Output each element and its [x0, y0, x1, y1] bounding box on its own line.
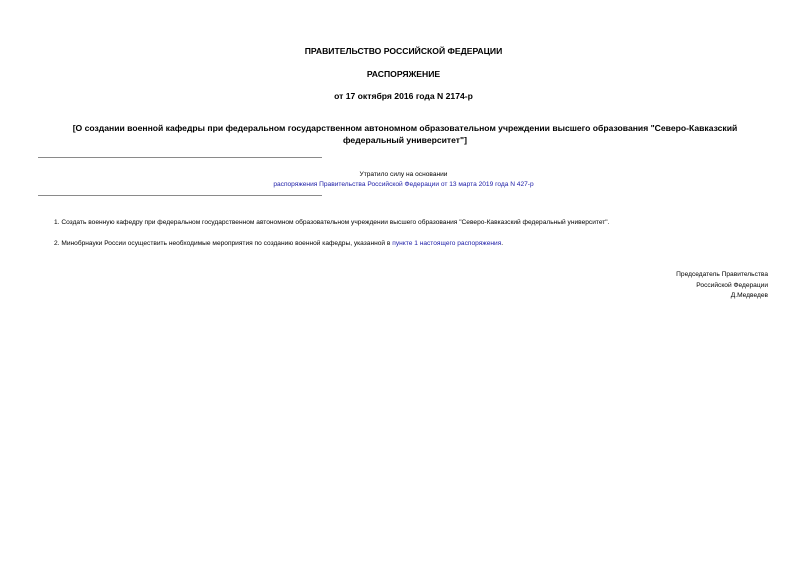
document-title: [58, 122, 752, 146]
signature-block: [548, 270, 768, 302]
signatory-position-2: Российской Федерации: [696, 281, 768, 289]
document-title-line-1: [О создании военной кафедры при федеральном государственном автономном образовательном учреждении высшего образования "Северо-Кавказский: [72, 123, 738, 133]
divider-top: [38, 157, 322, 158]
signatory-name: Д.Медведев: [730, 292, 768, 299]
paragraph-2-text-end: .: [501, 240, 504, 247]
paragraph-1: 1. Создать военную кафедру при федеральном государственном автономном образовательном учреждении высшего образования "Северо-Кавказский федеральный университет".: [54, 219, 610, 226]
document-type: РАСПОРЯЖЕНИЕ: [366, 69, 441, 79]
paragraph-2-text-start: 2. Минобрнауки России осуществить необходимые мероприятия по созданию военной кафедры, указанной в: [54, 240, 393, 247]
status-note-text: Утратило силу на основании: [359, 171, 448, 178]
status-note: [200, 170, 607, 190]
document-date-number: от 17 октября 2016 года N 2174-р: [334, 91, 473, 101]
issuing-organization: ПРАВИТЕЛЬСТВО РОССИЙСКОЙ ФЕДЕРАЦИИ: [304, 46, 503, 56]
repeal-basis-link[interactable]: распоряжения Правительства Российской Федерации от 13 марта 2019 года N 427-р: [273, 181, 534, 188]
paragraph-2: [54, 239, 503, 249]
document-title-line-2: федеральный университет"]: [343, 135, 467, 145]
paragraph-1-reference-link[interactable]: пункте 1 настоящего распоряжения: [392, 240, 502, 247]
signatory-position: Председатель Правительства: [676, 271, 768, 278]
divider-bottom: [38, 195, 322, 196]
